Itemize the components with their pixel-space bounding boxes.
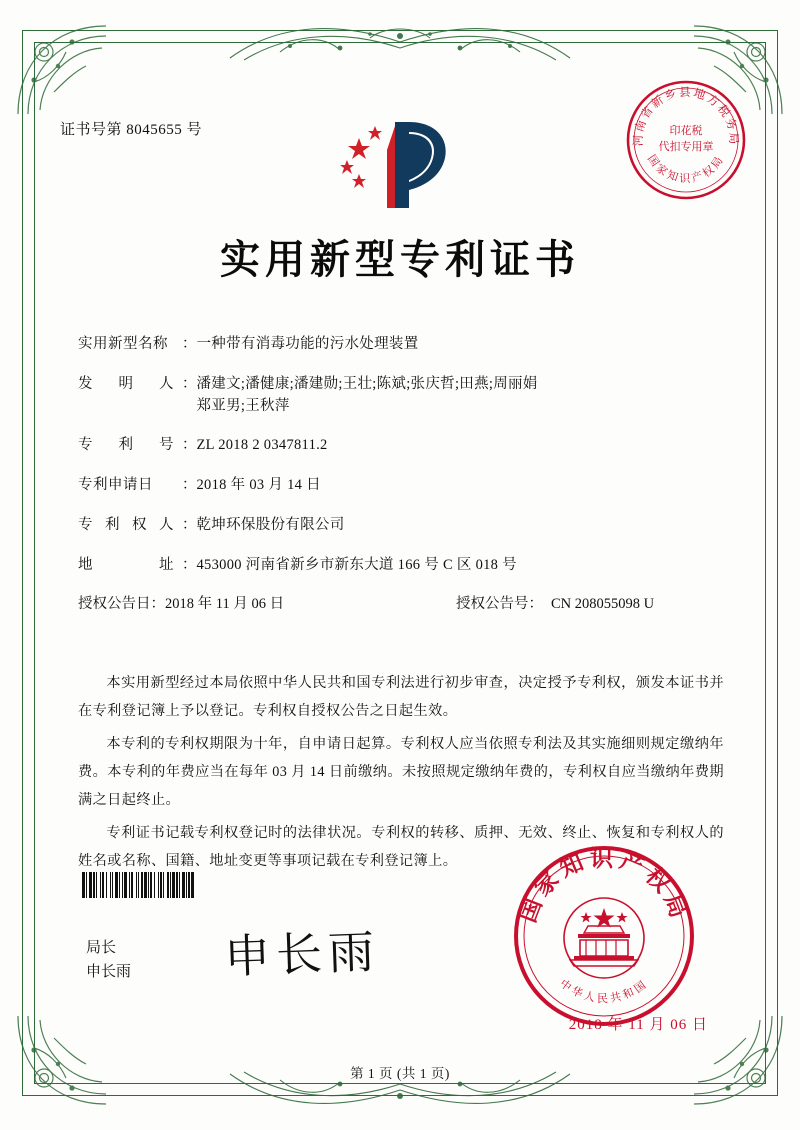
barcode — [82, 872, 314, 898]
field-colon: ： — [528, 596, 543, 613]
field-row-grant-announcement — [78, 594, 728, 616]
seal-agency-name: 国家知识产权局 — [514, 845, 694, 927]
field-value: 一种带有消毒功能的污水处理装置 — [196, 336, 419, 352]
seal-date: 2018 年 11 月 06 日 — [568, 1017, 708, 1033]
signature-label-block — [86, 936, 131, 984]
field-label: 专利权人 — [78, 516, 174, 533]
seal-bottom-text: 国家知识产权局 — [644, 152, 728, 185]
cnipa-logo-icon — [325, 112, 475, 212]
field-label: 实用新型名称 — [78, 336, 168, 352]
handwritten-signature: 申长雨 — [223, 924, 381, 984]
field-row-utility-model-name — [78, 334, 728, 356]
field-value: 2018 年 03 月 14 日 — [196, 477, 321, 493]
page-footer: 第 1 页 (共 1 页) — [350, 1066, 450, 1081]
fields-block — [78, 334, 728, 632]
svg-text:印花税: 印花税 — [669, 124, 703, 137]
grant-number-value: CN 208055098 U — [551, 596, 655, 613]
corner-ornament-icon — [14, 22, 110, 118]
top-ornament-icon — [220, 18, 580, 66]
grant-date-label: 授权公告日 — [78, 596, 151, 613]
field-value: ZL 2018 2 0347811.2 — [196, 437, 328, 454]
field-label: 地址 — [78, 556, 174, 573]
field-row-inventors — [78, 374, 728, 418]
field-colon: ： — [150, 596, 165, 613]
svg-text:代扣专用章: 代扣专用章 — [658, 140, 714, 153]
field-label: 发明人 — [78, 375, 174, 392]
field-colon: ： — [182, 437, 197, 454]
field-row-address — [78, 555, 728, 577]
official-seal — [508, 840, 700, 1032]
seal-country-name: 中华人民共和国 — [557, 976, 651, 1005]
field-value: 乾坤环保股份有限公司 — [196, 516, 345, 533]
field-colon: ： — [182, 516, 197, 533]
field-value: 潘建文;潘健康;潘建勋;王壮;陈斌;张庆哲;田燕;周丽娟 — [196, 375, 538, 392]
paragraph-1: 本实用新型经过本局依照中华人民共和国专利法进行初步审查，决定授予专利权，颁发本证书并在专利登记簿上予以登记。专利权自授权公告之日起生效。 — [78, 675, 724, 719]
field-label: 专利号 — [78, 437, 174, 454]
field-row-patentee — [78, 515, 728, 537]
field-label: 专利申请日 — [78, 477, 153, 493]
svg-text:河南省新乡县地方税务局 — [631, 85, 741, 146]
certificate-number: 证书号第 8045655 号 — [60, 122, 203, 138]
seal-top-text: 河南省新乡县地方税务局 — [630, 85, 742, 147]
field-colon: ： — [182, 336, 197, 352]
field-value-continued: 郑亚男;王秋萍 — [196, 397, 290, 414]
field-value: 453000 河南省新乡市新东大道 166 号 C 区 018 号 — [196, 556, 517, 573]
paragraph-2: 本专利的专利权期限为十年，自申请日起算。专利权人应当依照专利法及其实施细则规定缴纳年费。本专利的年费应当在每年 03 月 14 日前缴纳。未按照规定缴纳年费的，专利权自应当缴纳年费期满之日起终止。 — [78, 736, 724, 808]
tax-stamp-seal — [624, 78, 748, 202]
field-row-application-date — [78, 475, 728, 497]
corner-ornament-icon — [14, 1012, 110, 1108]
grant-date-value: 2018 年 11 月 06 日 — [165, 596, 285, 613]
director-name: 申长雨 — [86, 964, 132, 980]
grant-number-label: 授权公告号 — [456, 596, 529, 613]
field-colon: ： — [182, 477, 197, 493]
director-title: 局长 — [86, 940, 117, 956]
field-colon: ： — [182, 375, 197, 392]
page-title: 实用新型专利证书 — [220, 236, 580, 283]
field-row-patent-number — [78, 435, 728, 457]
svg-text:国家知识产权局 — [645, 152, 727, 185]
paragraph-3: 专利证书记载专利权登记时的法律状况。专利权的转移、质押、无效、终止、恢复和专利权人的姓名或名称、国籍、地址变更等事项记载在专利登记簿上。 — [78, 825, 724, 870]
field-value-group — [197, 374, 729, 418]
svg-text:中华人民共和国 — [557, 976, 650, 1005]
field-colon: ： — [182, 556, 197, 573]
